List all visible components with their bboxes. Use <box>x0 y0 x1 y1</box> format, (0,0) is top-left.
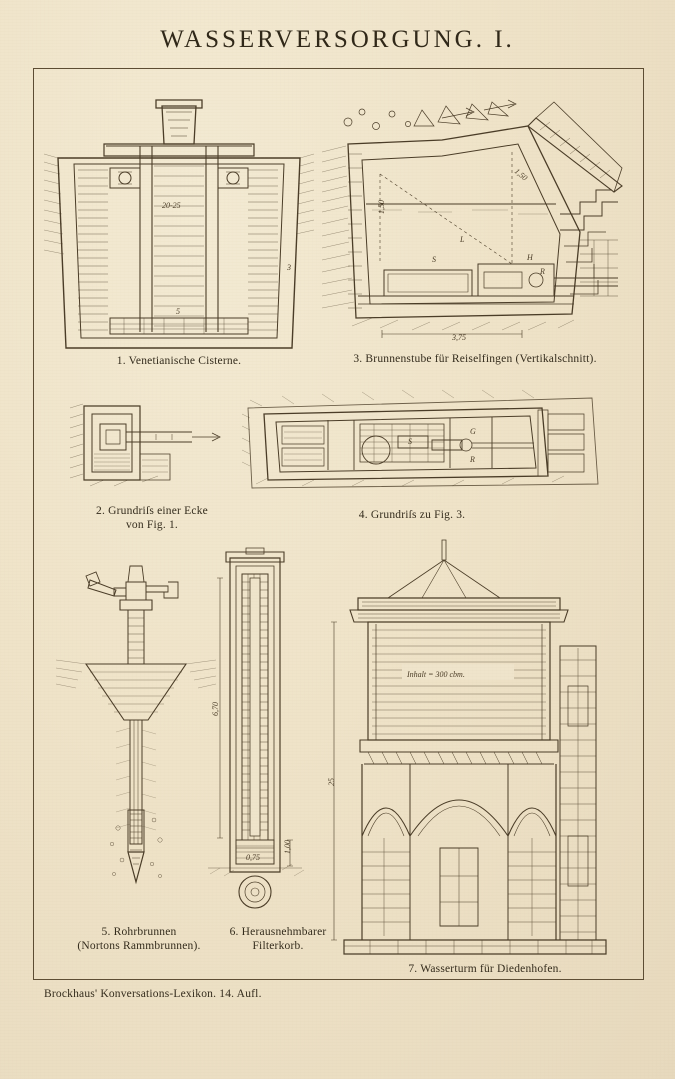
figure-6-caption-line-1: 6. Herausnehmbarer <box>229 926 327 938</box>
figure-4-caption: 4. Grundriſs zu Fig. 3. <box>358 509 466 521</box>
figure-4-label-2: R <box>470 455 475 464</box>
figure-2-caption <box>52 504 252 533</box>
figure-4-label-0: S <box>408 437 412 446</box>
figure-3-caption: 3. Brunnenstube für Reiselfingen (Vertikalschnitt). <box>353 353 597 365</box>
figure-6-filter-basket <box>206 548 316 904</box>
figure-7-label-1: 25 <box>327 778 336 786</box>
figure-3-label-5: R <box>540 267 545 276</box>
figure-7-label-0: Inhalt = 300 cbm. <box>407 670 465 679</box>
figure-6-caption-line-2: Filterkorb. <box>252 940 304 953</box>
figure-3-label-0: 1,50 <box>512 166 530 183</box>
figure-2-caption-line-2: von Fig. 1. <box>125 519 179 532</box>
figure-1-venetian-cistern <box>44 86 314 356</box>
figure-3-label-3: S <box>432 255 436 264</box>
page-title: WASSERVERSORGUNG. I. <box>160 26 515 53</box>
figure-3-label-6: 3,75 <box>452 333 466 342</box>
figure-3-label-1: 1,50 <box>377 200 386 214</box>
figure-5-tube-well <box>56 552 216 902</box>
figure-6-label-0: 6,70 <box>211 702 220 716</box>
figure-1-caption: 1. Venetianische Cisterne. <box>116 355 242 367</box>
figure-2-caption-line-1: 2. Grundriſs einer Ecke <box>96 505 208 517</box>
figure-3-label-2: L <box>460 235 465 244</box>
figure-7-water-tower <box>324 536 614 956</box>
figure-5-caption-line-1: 5. Rohrbrunnen <box>101 926 177 938</box>
figure-1-label-2: 5 <box>176 307 180 316</box>
figure-3-brunnenstube <box>322 82 622 352</box>
figure-1-label-0: 20-25 <box>162 201 181 210</box>
figure-7-caption: 7. Wasserturm für Diedenhofen. <box>408 963 562 975</box>
figure-3-label-4: H <box>527 253 533 262</box>
source-footer: Brockhaus' Konversations-Lexikon. 14. Aufl. <box>44 988 262 1000</box>
figure-5-caption-line-2: (Nortons Rammbrunnen). <box>77 940 201 953</box>
figure-6-label-1: 1,00 <box>283 840 292 854</box>
figure-2-corner-plan <box>70 398 250 498</box>
figure-4-plan-of-fig3 <box>242 388 602 498</box>
figure-6-label-2: 0,75 <box>246 853 260 862</box>
figure-1-label-1: 3 <box>287 263 291 272</box>
figure-4-label-1: G <box>470 427 476 436</box>
